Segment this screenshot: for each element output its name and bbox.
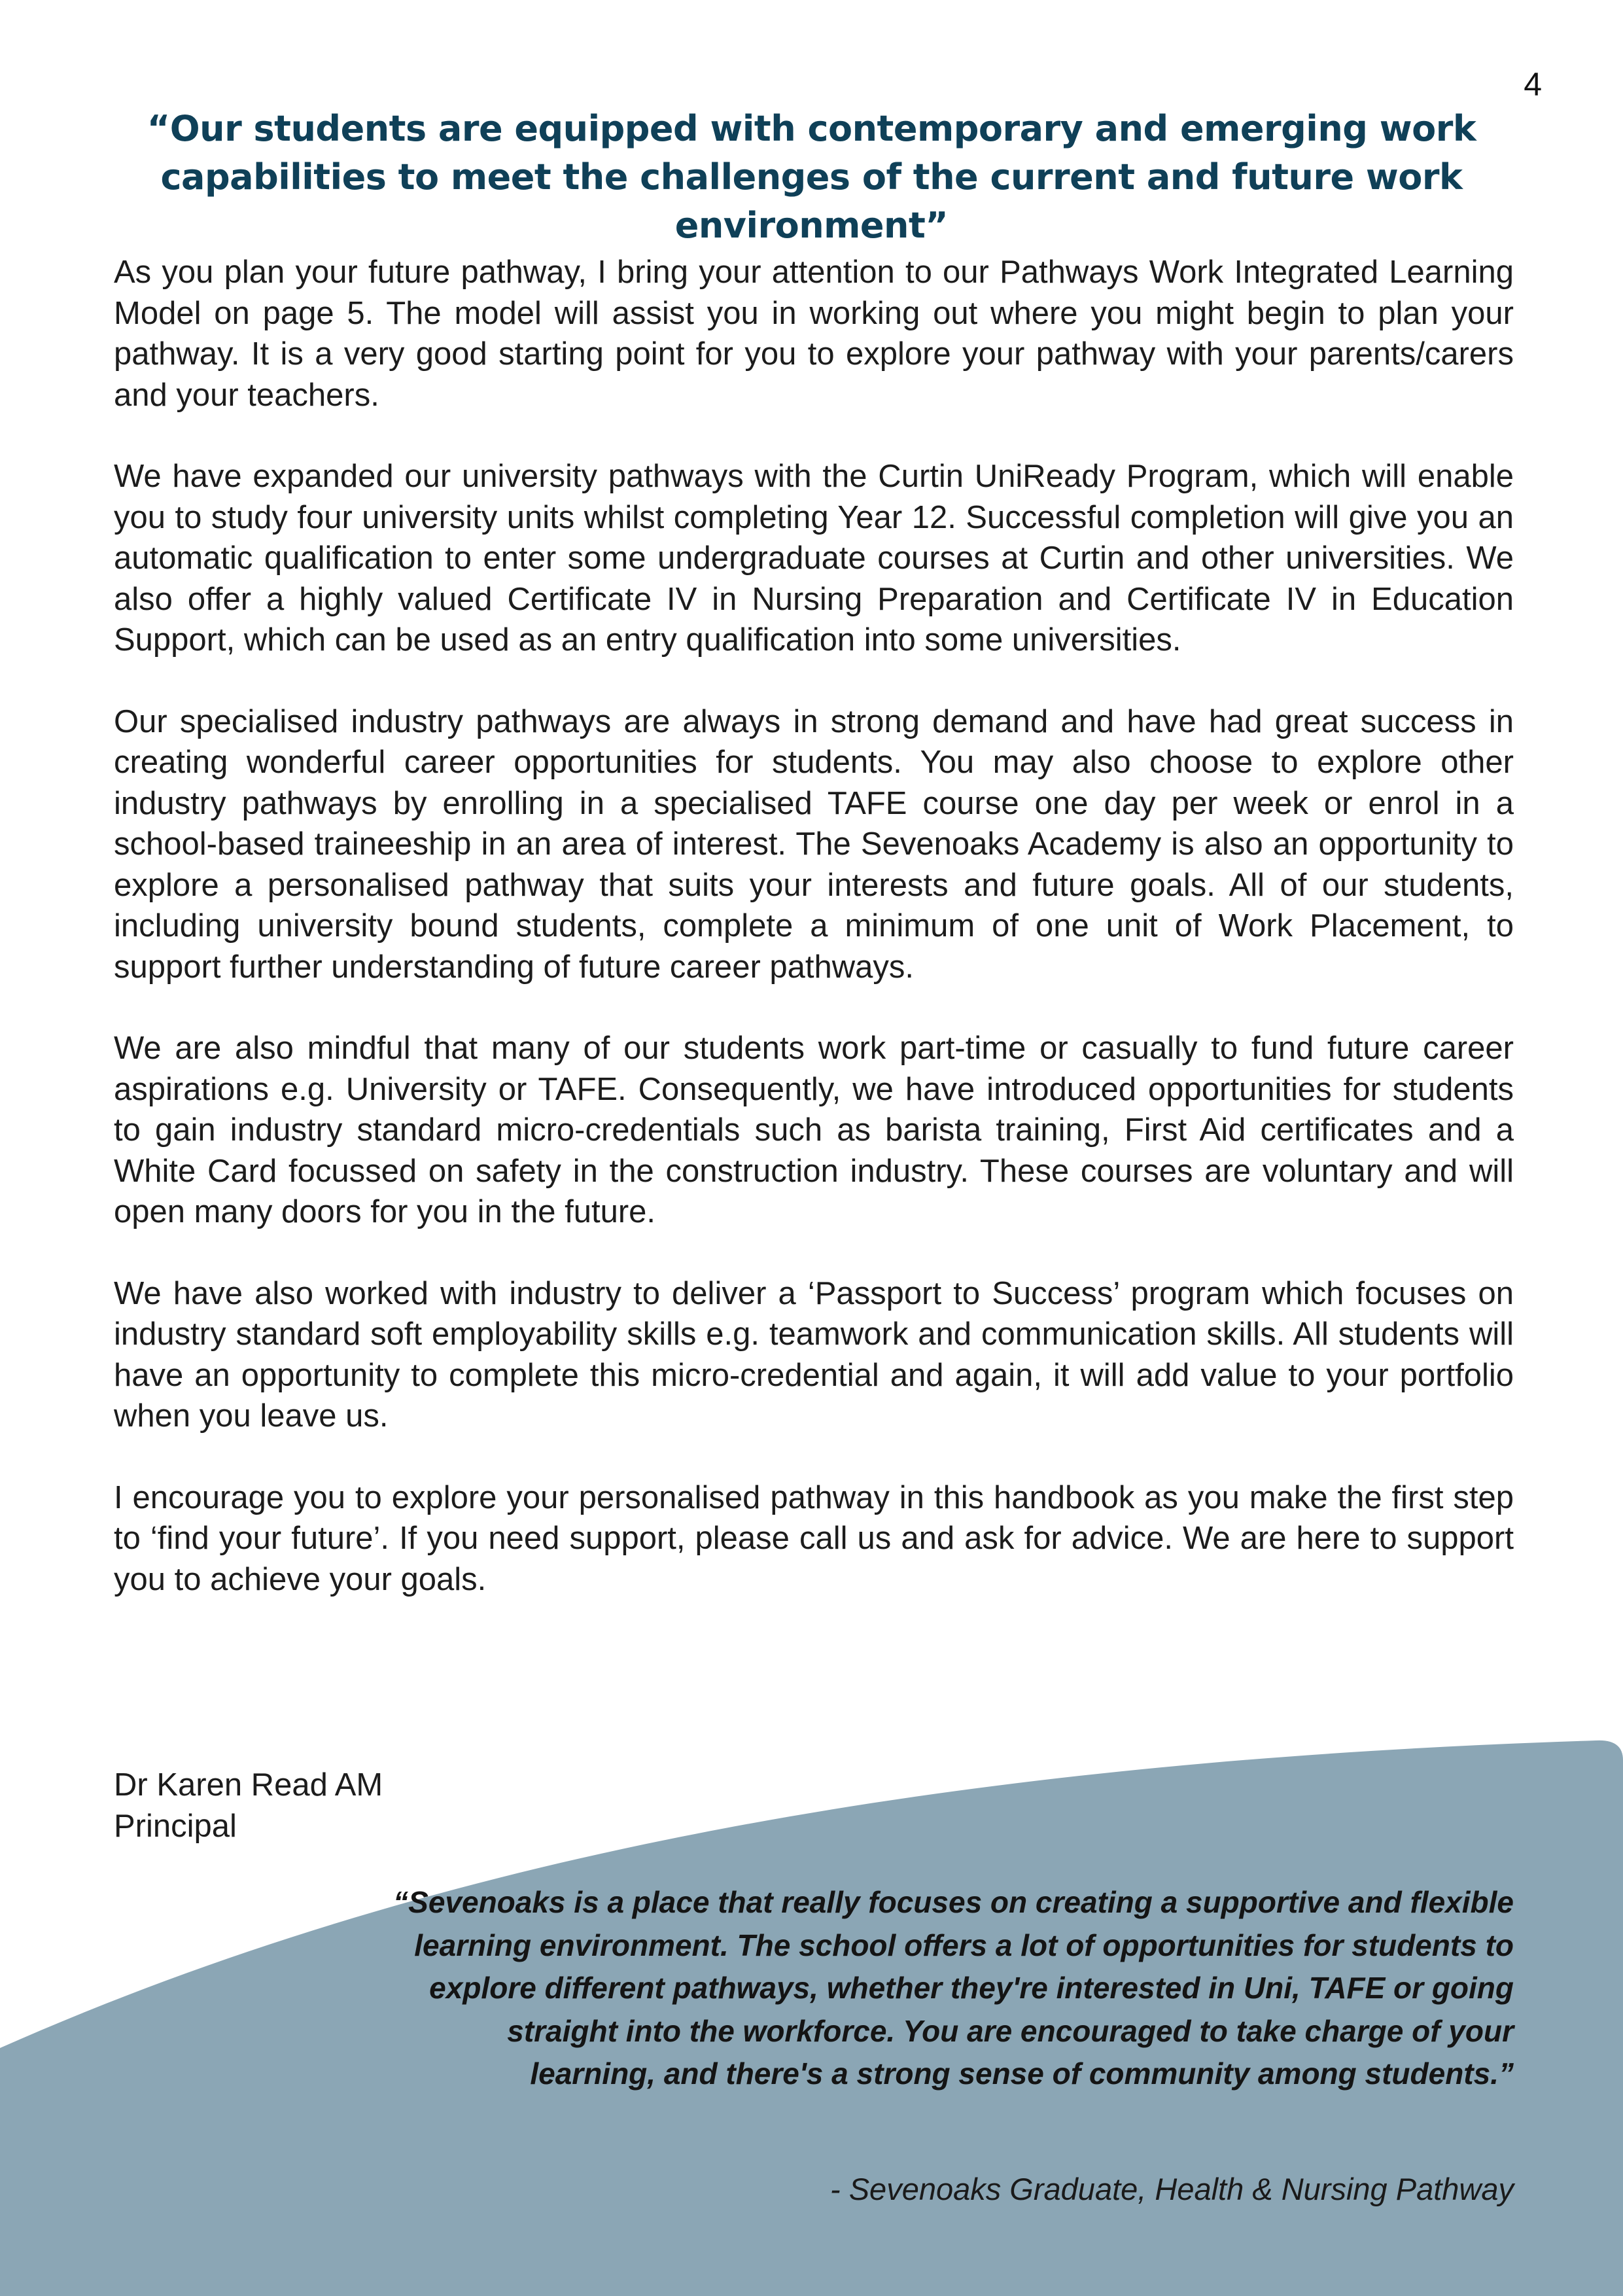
letter-body xyxy=(114,252,1514,1640)
testimonial-quote: “Sevenoaks is a place that really focuses on creating a supportive and flexible learning environment. The school offers a lot of opportunities for students to explore different pathways, whether they're interested in Uni, TAFE or going straight into the workforce. You are encouraged to take charge of your learning, and there's a strong sense of community among students.” xyxy=(393,1885,1514,2091)
testimonial-attribution: - Sevenoaks Graduate, Health & Nursing Pathway xyxy=(830,2172,1514,2206)
paragraph-university-pathways: We have expanded our university pathways with the Curtin UniReady Program, which will enable you to study four university units whilst completing Year 12. Successful completion will give you an automatic qualification to enter some undergraduate courses at Curtin and other universities. We also offer a highly valued Certificate IV in Nursing Preparation and Certificate IV in Education Support, which can be used as an entry qualification into some universities. xyxy=(114,459,1514,658)
paragraph-passport-to-success: We have also worked with industry to deliver a ‘Passport to Success’ program which focuses on industry standard soft employability skills e.g. teamwork and communication skills. All students will have an opportunity to complete this micro-credential and again, it will add value to your portfolio when you leave us. xyxy=(114,1275,1514,1434)
paragraph-micro-credentials: We are also mindful that many of our students work part-time or casually to fund future career aspirations e.g. University or TAFE. Consequently, we have introduced opportunities for students to gain industry standard micro-credentials such as barista training, First Aid certificates and a White Card focussed on safety in the construction industry. These courses are voluntary and will open many doors for you in the future. xyxy=(114,1031,1514,1229)
paragraph-industry-pathways: Our specialised industry pathways are always in strong demand and have had great success in creating wonderful career opportunities for students. You may also choose to explore other industry pathways by enrolling in a specialised TAFE course one day per week or enrol in a school-based traineeship in an area of interest. The Sevenoaks Academy is also an opportunity to explore a personalised pathway that suits your interests and future goals. All of our students, including university bound students, complete a minimum of one unit of Work Placement, to support further understanding of future career pathways. xyxy=(114,703,1514,985)
paragraph-pathways-model: As you plan your future pathway, I bring your attention to our Pathways Work Integrated Learning Model on page 5. The model will assist you in working out where you might begin to plan your pathway. It is a very good starting point for you to explore your pathway with your parents/carers and your teachers. xyxy=(114,255,1514,413)
signatory-title: Principal xyxy=(114,1808,237,1844)
page-number: 4 xyxy=(1524,66,1542,103)
page-heading: “Our students are equipped with contemporary and emerging work capabilities to meet the challenges of the current and future work environment” xyxy=(147,108,1476,246)
paragraph-closing: I encourage you to explore your personalised pathway in this handbook as you make the first step to ‘find your future’. If you need support, please call us and ask for advice. We are here to support you to achieve your goals. xyxy=(114,1479,1514,1597)
signatory-name: Dr Karen Read AM xyxy=(114,1767,383,1803)
signature-block xyxy=(114,1765,383,1846)
